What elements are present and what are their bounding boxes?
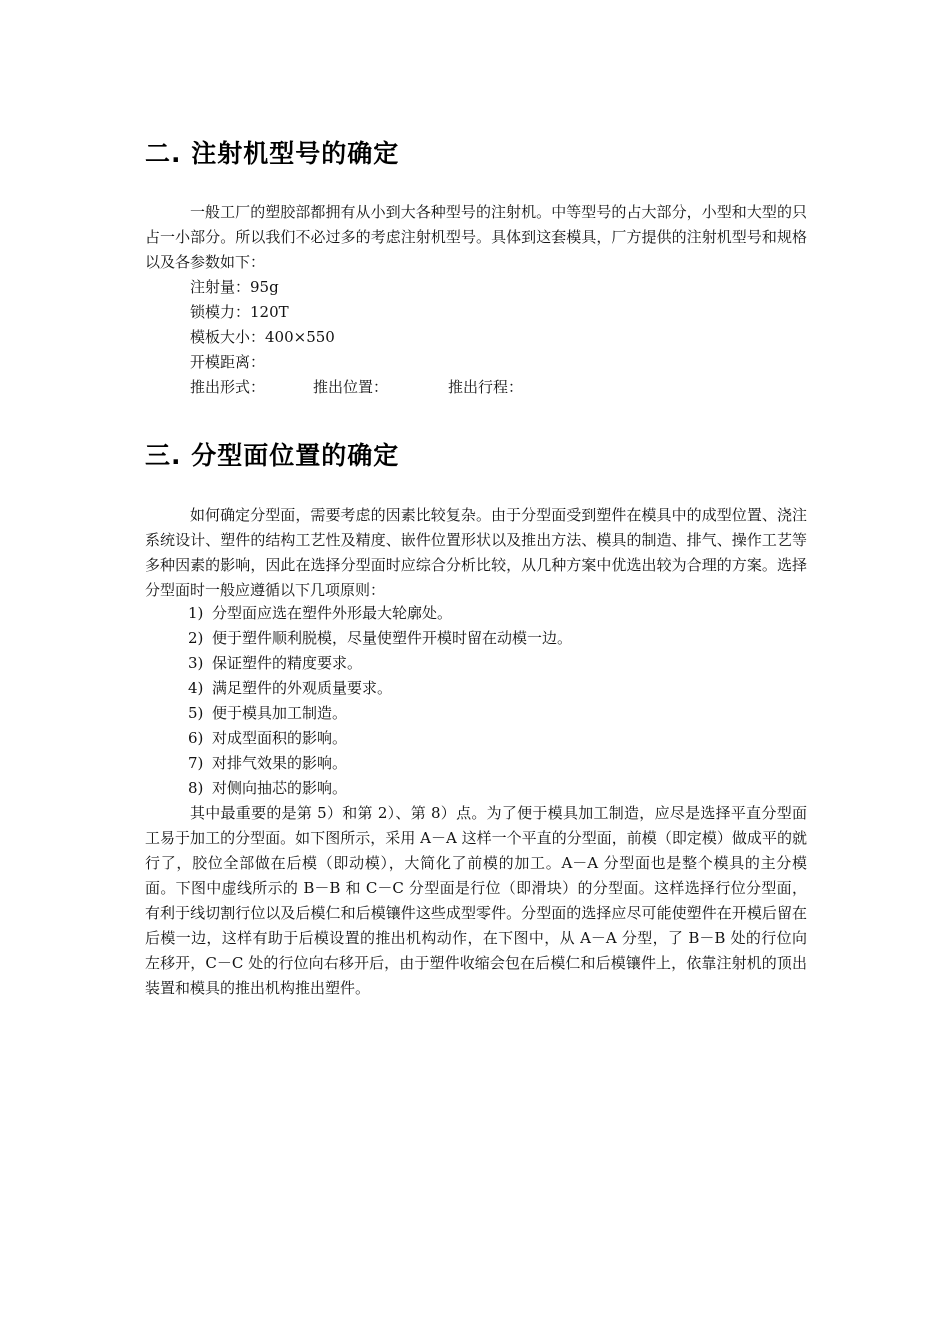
paragraph-injection-intro: 一般工厂的塑胶部都拥有从小到大各种型号的注射机。中等型号的占大部分，小型和大型的只占一小部分。所以我们不必过多的考虑注射机型号。具体到这套模具，厂方提供的注射机型号和规格以及各参数如下： bbox=[145, 203, 807, 271]
spec-ejection-stroke: 推出行程： bbox=[448, 378, 524, 396]
list-item: 5) 便于模具加工制造。 bbox=[188, 704, 348, 722]
spec-ejection-position: 推出位置： bbox=[313, 378, 389, 396]
list-item: 1) 分型面应选在塑件外形最大轮廓处。 bbox=[188, 604, 453, 622]
spec-ejection-row bbox=[190, 375, 523, 400]
section-heading-parting-surface: 三. 分型面位置的确定 bbox=[145, 441, 400, 470]
spec-opening-distance: 开模距离： bbox=[190, 353, 266, 371]
paragraph-parting-conclusion: 其中最重要的是第 5）和第 2）、第 8）点。为了便于模具加工制造，应尽是选择平直分型面工易于加工的分型面。如下图所示，采用 A－A 这样一个平直的分型面，前模（即定模）做成平的就行了，胶位全部做在后模（即动模），大简化了前模的加工。A－A 分型面也是整个模具的主分模面。下图中虚线所示的 B－B 和 C－C 分型面是行位（即滑块）的分型面。这样选择行位分型面，有利于线切割行位以及后模仁和后模镶件这些成型零件。分型面的选择应尽可能使塑件在开模后留在后模一边，这样有助于后模设置的推出机构动作，在下图中，从 A－A 分型，了 B－B 处的行位向左移开，C－C 处的行位向右移开后，由于塑件收缩会包在后模仁和后模镶件上，依靠注射机的顶出装置和模具的推出机构推出塑件。 bbox=[145, 804, 807, 997]
list-item: 6) 对成型面积的影响。 bbox=[188, 729, 348, 747]
spec-platen-size: 模板大小：400×550 bbox=[190, 328, 335, 346]
list-item: 7) 对排气效果的影响。 bbox=[188, 754, 348, 772]
spec-injection-volume: 注射量：95g bbox=[190, 278, 279, 296]
list-item: 3) 保证塑件的精度要求。 bbox=[188, 654, 363, 672]
list-item: 8) 对侧向抽芯的影响。 bbox=[188, 779, 348, 797]
spec-ejection-type: 推出形式： bbox=[190, 378, 266, 396]
paragraph-parting-intro: 如何确定分型面，需要考虑的因素比较复杂。由于分型面受到塑件在模具中的成型位置、浇注系统设计、塑件的结构工艺性及精度、嵌件位置形状以及推出方法、模具的制造、排气、操作工艺等多种因素的影响，因此在选择分型面时应综合分析比较，从几种方案中优选出较为合理的方案。选择分型面时一般应遵循以下几项原则： bbox=[145, 506, 807, 599]
list-item: 4) 满足塑件的外观质量要求。 bbox=[188, 679, 393, 697]
section-heading-injection-machine: 二. 注射机型号的确定 bbox=[145, 139, 400, 168]
list-item: 2) 便于塑件顺利脱模，尽量使塑件开模时留在动模一边。 bbox=[188, 629, 573, 647]
spec-clamping-force: 锁模力：120T bbox=[190, 303, 289, 321]
